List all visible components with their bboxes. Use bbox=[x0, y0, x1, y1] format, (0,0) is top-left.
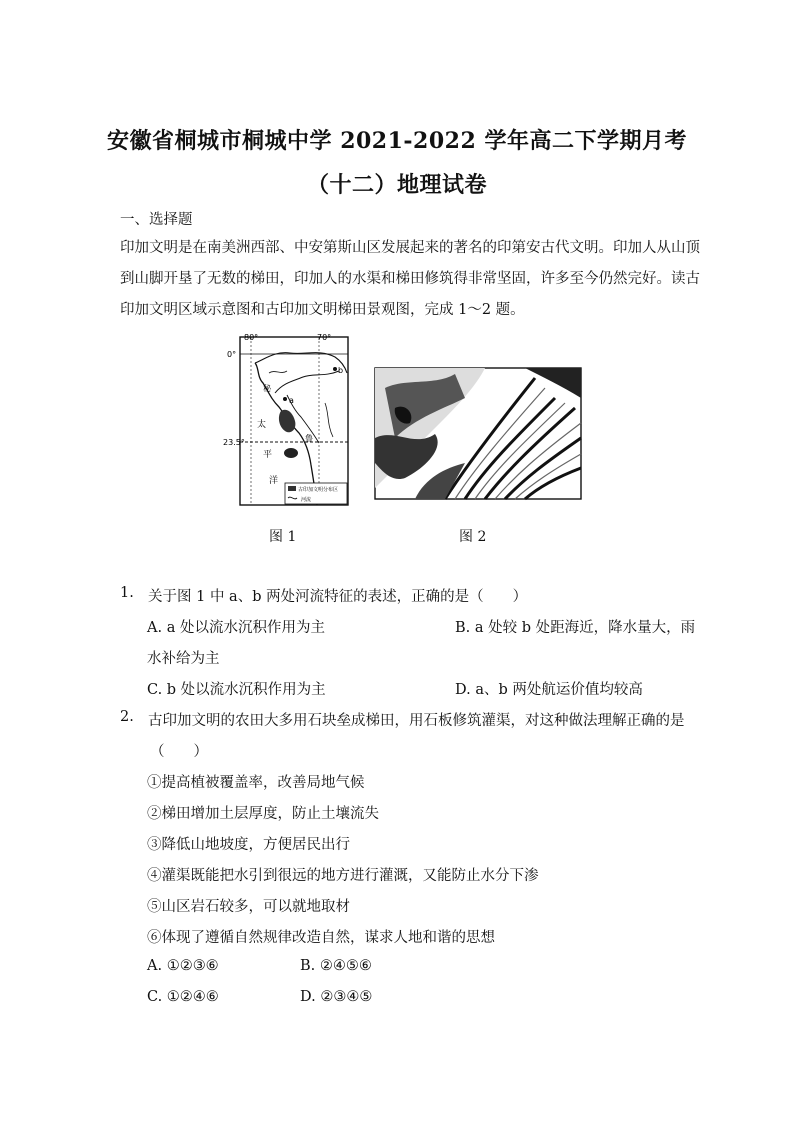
figure1-caption: 图 1 bbox=[269, 529, 297, 545]
legend-river-label: 河流 bbox=[301, 497, 312, 503]
question2-stem: 古印加文明的农田大多用石块垒成梯田，用石板修筑灌渠，对这种做法理解正确的是 bbox=[148, 713, 685, 729]
question2-item-2: ②梯田增加土层厚度，防止土壤流失 bbox=[147, 806, 379, 822]
question1-option-b-line1[interactable]: B. a 处较 b 处距海近，降水量大，雨 bbox=[455, 620, 696, 636]
map-lat-top: 0° bbox=[227, 350, 237, 359]
question2-option-d[interactable]: D. ②③④⑤ bbox=[300, 989, 373, 1005]
map-label-a: a bbox=[289, 396, 294, 405]
figure1-region-map bbox=[223, 333, 350, 507]
map-label-b: b bbox=[338, 366, 344, 375]
question2-option-b[interactable]: B. ②④⑤⑥ bbox=[300, 958, 372, 974]
map-char-4: 平 bbox=[263, 450, 273, 460]
question1-option-b-line2[interactable]: 水补给为主 bbox=[147, 651, 220, 667]
question2-item-5: ⑤山区岩石较多，可以就地取材 bbox=[147, 899, 350, 915]
map-char-1: 秘 bbox=[263, 384, 271, 393]
map-char-5: 洋 bbox=[269, 476, 279, 486]
exam-title-line1: 安徽省桐城市桐城中学 2021-2022 学年高二下学期月考 bbox=[107, 128, 687, 154]
question2-item-4: ④灌渠既能把水引到很远的地方进行灌溉，又能防止水分下渗 bbox=[147, 868, 539, 884]
map-char-2: 鲁 bbox=[305, 434, 313, 443]
question1-option-c[interactable]: C. b 处以流水沉积作用为主 bbox=[147, 682, 326, 698]
question1-option-d[interactable]: D. a、b 两处航运价值均较高 bbox=[455, 682, 643, 698]
map-lon-left: 80° bbox=[244, 333, 259, 342]
question1-number: 1. bbox=[120, 585, 134, 601]
question1-stem: 关于图 1 中 a、b 两处河流特征的表述，正确的是（ ） bbox=[148, 589, 528, 605]
question2-answer-bracket: （ ） bbox=[150, 744, 208, 760]
figure2-caption: 图 2 bbox=[459, 529, 487, 545]
map-char-3: 太 bbox=[257, 420, 267, 430]
question2-number: 2. bbox=[120, 709, 134, 725]
figure2-terrace-photo bbox=[375, 368, 581, 499]
legend-region-label: 古印加文明分布区 bbox=[298, 487, 339, 493]
question2-option-c[interactable]: C. ①②④⑥ bbox=[147, 989, 219, 1005]
question2-item-1: ①提高植被覆盖率，改善局地气候 bbox=[147, 775, 365, 791]
map-lat-bottom: 23.5° bbox=[223, 438, 245, 447]
intro-line-2: 到山脚开垦了无数的梯田，印加人的水渠和梯田修筑得非常坚固，许多至今仍然完好。读古 bbox=[120, 271, 700, 287]
question2-item-6: ⑥体现了遵循自然规律改造自然，谋求人地和谐的思想 bbox=[147, 930, 495, 946]
question1-option-a[interactable]: A. a 处以流水沉积作用为主 bbox=[147, 620, 325, 636]
intro-line-1: 印加文明是在南美洲西部、中安第斯山区发展起来的著名的印第安古代文明。印加人从山顶 bbox=[120, 240, 700, 256]
legend-swatch-region bbox=[288, 486, 296, 491]
question2-item-3: ③降低山地坡度，方便居民出行 bbox=[147, 837, 350, 853]
section-heading: 一、选择题 bbox=[120, 212, 193, 228]
intro-line-3: 印加文明区域示意图和古印加文明梯田景观图，完成 1～2 题。 bbox=[120, 302, 525, 318]
map-lon-right: 70° bbox=[317, 333, 332, 342]
exam-title-line2: （十二）地理试卷 bbox=[306, 172, 487, 198]
question2-option-a[interactable]: A. ①②③⑥ bbox=[147, 958, 219, 974]
